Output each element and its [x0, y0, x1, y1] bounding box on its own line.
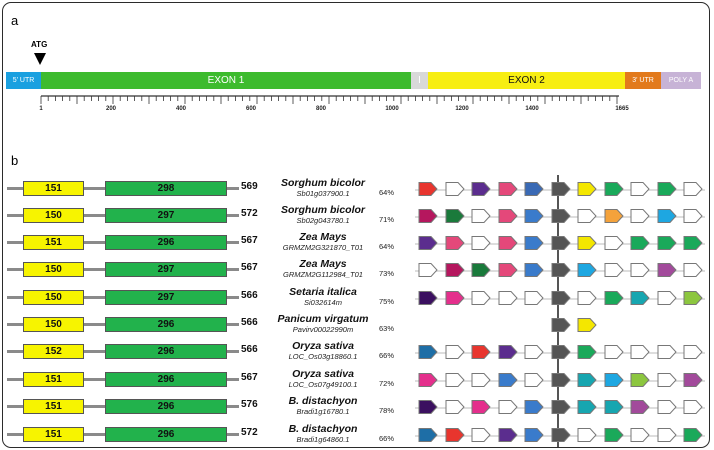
- homolog-row: [3, 258, 709, 284]
- intron-line: [84, 241, 105, 244]
- gene-arrow-icon: [630, 290, 650, 311]
- gene-arrow-icon: [498, 399, 518, 420]
- protein-length: 567: [241, 262, 258, 273]
- gene-arrow-icon: [604, 235, 624, 256]
- exon1-box: 151: [23, 235, 84, 250]
- intron-line: [84, 405, 105, 408]
- gene-arrow-icon: [577, 317, 597, 338]
- homolog-row: [3, 368, 709, 394]
- identity-percent: 64%: [379, 242, 395, 251]
- anchor-gene-arrow-icon: [551, 290, 571, 311]
- gene-arrow-icon: [577, 208, 597, 229]
- anchor-gene-arrow-icon: [551, 344, 571, 365]
- exon2-box: 296: [105, 344, 227, 359]
- exon1-box: 151: [23, 399, 84, 414]
- exon2-box: 296: [105, 317, 227, 332]
- species-name: Zea Mays: [299, 258, 347, 270]
- synteny-track: [415, 424, 705, 448]
- gene-arrow-icon: [445, 181, 465, 202]
- anchor-gene-arrow-icon: [551, 427, 571, 448]
- gene-arrow-icon: [657, 181, 677, 202]
- gene-arrow-icon: [524, 372, 544, 393]
- exon2-box: 296: [105, 372, 227, 387]
- gene-arrow-icon: [683, 372, 703, 393]
- gene-arrow-icon: [657, 290, 677, 311]
- intron-line: [227, 433, 239, 436]
- intron-line: [227, 323, 239, 326]
- synteny-track: [415, 178, 705, 202]
- gene-arrow-icon: [657, 208, 677, 229]
- gene-arrow-icon: [604, 262, 624, 283]
- intron-line: [227, 214, 239, 217]
- gene-arrow-icon: [604, 208, 624, 229]
- segment-intron: I: [411, 72, 428, 89]
- gene-arrow-icon: [471, 208, 491, 229]
- gene-arrow-icon: [445, 290, 465, 311]
- synteny-track: [415, 259, 705, 283]
- segment-polya: POLY A: [661, 72, 701, 89]
- gene-arrow-icon: [683, 290, 703, 311]
- intron-line: [227, 296, 239, 299]
- identity-percent: 71%: [379, 215, 395, 224]
- gene-arrow-icon: [498, 290, 518, 311]
- exon1-box: 151: [23, 427, 84, 442]
- gene-arrow-icon: [604, 372, 624, 393]
- anchor-gene-arrow-icon: [551, 208, 571, 229]
- gene-arrow-icon: [524, 427, 544, 448]
- identity-percent: 78%: [379, 406, 395, 415]
- protein-length: 567: [241, 372, 258, 383]
- figure-frame: [2, 2, 710, 448]
- ruler-tick-label: 1665: [615, 106, 629, 112]
- species-name: B. distachyon: [288, 423, 358, 435]
- gene-arrow-icon: [445, 262, 465, 283]
- gene-id: GRMZM2G321870_T01: [282, 243, 364, 252]
- protein-length: 576: [241, 399, 258, 410]
- exon2-box: 297: [105, 290, 227, 305]
- homolog-row: [3, 204, 709, 230]
- species-name: B. distachyon: [288, 395, 358, 407]
- ruler-tick-label: 400: [175, 106, 187, 112]
- identity-percent: 64%: [379, 188, 395, 197]
- homolog-row: [3, 231, 709, 257]
- gene-arrow-icon: [577, 372, 597, 393]
- gene-arrow-icon: [418, 290, 438, 311]
- gene-arrow-icon: [683, 262, 703, 283]
- atg-label: ATG: [31, 40, 48, 49]
- gene-arrow-icon: [604, 427, 624, 448]
- exon2-box: 298: [105, 181, 227, 196]
- gene-arrow-icon: [418, 427, 438, 448]
- protein-length: 566: [241, 317, 258, 328]
- exon1-box: 151: [23, 181, 84, 196]
- intron-line: [84, 268, 105, 271]
- synteny-track: [415, 341, 705, 365]
- exon1-box: 150: [23, 290, 84, 305]
- gene-arrow-icon: [577, 344, 597, 365]
- gene-arrow-icon: [445, 208, 465, 229]
- gene-arrow-icon: [630, 262, 650, 283]
- exon1-box: 151: [23, 372, 84, 387]
- gene-arrow-icon: [471, 427, 491, 448]
- identity-percent: 63%: [379, 324, 395, 333]
- synteny-track: [415, 396, 705, 420]
- gene-arrow-icon: [657, 262, 677, 283]
- gene-arrow-icon: [604, 399, 624, 420]
- synteny-track: [415, 205, 705, 229]
- exon2-box: 297: [105, 262, 227, 277]
- gene-arrow-icon: [524, 399, 544, 420]
- gene-arrow-icon: [630, 399, 650, 420]
- intron-line: [7, 214, 23, 217]
- gene-arrow-icon: [683, 235, 703, 256]
- homolog-row: [3, 177, 709, 203]
- gene-arrow-icon: [445, 399, 465, 420]
- panel-b-label: b: [11, 153, 19, 168]
- ruler-tick-label: 1: [39, 106, 43, 112]
- intron-line: [84, 433, 105, 436]
- gene-arrow-icon: [657, 427, 677, 448]
- gene-arrow-icon: [498, 181, 518, 202]
- exon1-box: 150: [23, 208, 84, 223]
- gene-arrow-icon: [683, 344, 703, 365]
- intron-line: [227, 350, 239, 353]
- identity-percent: 73%: [379, 269, 395, 278]
- panel-a-label: a: [11, 13, 19, 28]
- anchor-gene-arrow-icon: [551, 235, 571, 256]
- gene-arrow-icon: [630, 427, 650, 448]
- intron-line: [227, 405, 239, 408]
- intron-line: [84, 296, 105, 299]
- gene-arrow-icon: [630, 181, 650, 202]
- gene-arrow-icon: [577, 262, 597, 283]
- gene-id: Sb02g043780.1: [296, 216, 350, 225]
- segment-utr5: 5' UTR: [6, 72, 41, 89]
- gene-arrow-icon: [657, 235, 677, 256]
- gene-arrow-icon: [577, 181, 597, 202]
- gene-arrow-icon: [418, 372, 438, 393]
- intron-line: [7, 350, 23, 353]
- ruler-tick-label: 200: [105, 106, 117, 112]
- gene-arrow-icon: [498, 344, 518, 365]
- gene-arrow-icon: [683, 208, 703, 229]
- gene-id: LOC_Os03g18860.1: [288, 352, 358, 361]
- exon2-box: 296: [105, 235, 227, 250]
- gene-arrow-icon: [524, 290, 544, 311]
- intron-line: [227, 241, 239, 244]
- exon2-box: 297: [105, 208, 227, 223]
- gene-arrow-icon: [657, 344, 677, 365]
- segment-exon1: EXON 1: [41, 72, 411, 89]
- gene-arrow-icon: [524, 235, 544, 256]
- gene-arrow-icon: [471, 372, 491, 393]
- gene-arrow-icon: [418, 181, 438, 202]
- gene-arrow-icon: [604, 290, 624, 311]
- ruler-tick-label: 1200: [455, 106, 469, 112]
- gene-arrow-icon: [683, 399, 703, 420]
- gene-arrow-icon: [471, 344, 491, 365]
- exon2-box: 296: [105, 399, 227, 414]
- intron-line: [84, 323, 105, 326]
- gene-arrow-icon: [630, 344, 650, 365]
- synteny-track: [415, 314, 705, 338]
- gene-arrow-icon: [498, 262, 518, 283]
- exon2-box: 296: [105, 427, 227, 442]
- homolog-row: [3, 423, 709, 448]
- segment-exon2: EXON 2: [428, 72, 625, 89]
- homolog-row: [3, 395, 709, 421]
- homolog-row: [3, 313, 709, 339]
- species-name: Oryza sativa: [292, 340, 354, 352]
- gene-arrow-icon: [471, 262, 491, 283]
- anchor-gene-arrow-icon: [551, 399, 571, 420]
- gene-arrow-icon: [418, 235, 438, 256]
- synteny-track: [415, 232, 705, 256]
- intron-line: [84, 378, 105, 381]
- anchor-gene-arrow-icon: [551, 372, 571, 393]
- gene-id: GRMZM2G112984_T01: [283, 270, 363, 279]
- species-name: Zea Mays: [299, 231, 347, 243]
- exon1-box: 152: [23, 344, 84, 359]
- atg-arrow-icon: [34, 53, 46, 65]
- gene-arrow-icon: [577, 290, 597, 311]
- intron-line: [7, 323, 23, 326]
- gene-arrow-icon: [604, 181, 624, 202]
- gene-arrow-icon: [630, 208, 650, 229]
- gene-arrow-icon: [445, 235, 465, 256]
- gene-id: LOC_Os07g49100.1: [288, 380, 358, 389]
- gene-id: Pavirv00022990m: [292, 325, 354, 334]
- gene-arrow-icon: [471, 290, 491, 311]
- gene-id: Bradi1g16780.1: [296, 407, 350, 416]
- gene-arrow-icon: [577, 427, 597, 448]
- identity-percent: 66%: [379, 434, 395, 443]
- intron-line: [7, 405, 23, 408]
- gene-arrow-icon: [498, 208, 518, 229]
- ruler-tick-label: 800: [315, 106, 327, 112]
- homolog-row: [3, 340, 709, 366]
- intron-line: [84, 214, 105, 217]
- identity-percent: 72%: [379, 379, 395, 388]
- exon1-box: 150: [23, 262, 84, 277]
- gene-arrow-icon: [418, 262, 438, 283]
- gene-arrow-icon: [524, 181, 544, 202]
- gene-arrow-icon: [657, 372, 677, 393]
- gene-arrow-icon: [683, 427, 703, 448]
- gene-arrow-icon: [577, 399, 597, 420]
- gene-arrow-icon: [418, 208, 438, 229]
- gene-arrow-icon: [604, 344, 624, 365]
- intron-line: [7, 433, 23, 436]
- gene-arrow-icon: [418, 399, 438, 420]
- species-name: Setaria italica: [289, 286, 357, 298]
- species-name: Oryza sativa: [292, 368, 354, 380]
- intron-line: [7, 268, 23, 271]
- anchor-gene-arrow-icon: [551, 181, 571, 202]
- intron-line: [7, 187, 23, 190]
- exon1-box: 150: [23, 317, 84, 332]
- gene-arrow-icon: [524, 262, 544, 283]
- ruler-tick-label: 1000: [385, 106, 399, 112]
- gene-id: Bradi1g64860.1: [296, 435, 350, 444]
- gene-arrow-icon: [683, 181, 703, 202]
- intron-line: [227, 187, 239, 190]
- synteny-track: [415, 369, 705, 393]
- gene-arrow-icon: [577, 235, 597, 256]
- gene-arrow-icon: [418, 344, 438, 365]
- protein-length: 569: [241, 181, 258, 192]
- intron-line: [84, 350, 105, 353]
- protein-length: 567: [241, 235, 258, 246]
- identity-percent: 75%: [379, 297, 395, 306]
- gene-arrow-icon: [471, 181, 491, 202]
- homolog-row: [3, 286, 709, 312]
- species-name: Panicum virgatum: [277, 313, 369, 325]
- intron-line: [227, 268, 239, 271]
- species-name: Sorghum bicolor: [281, 177, 365, 189]
- intron-line: [7, 296, 23, 299]
- species-name: Sorghum bicolor: [281, 204, 365, 216]
- anchor-gene-arrow-icon: [551, 317, 571, 338]
- gene-id: Si032614m: [304, 298, 342, 307]
- gene-arrow-icon: [498, 235, 518, 256]
- protein-length: 566: [241, 290, 258, 301]
- ruler-tick-label: 600: [245, 106, 257, 112]
- gene-arrow-icon: [498, 372, 518, 393]
- gene-arrow-icon: [471, 399, 491, 420]
- gene-arrow-icon: [630, 372, 650, 393]
- gene-arrow-icon: [471, 235, 491, 256]
- gene-arrow-icon: [630, 235, 650, 256]
- intron-line: [84, 187, 105, 190]
- protein-length: 572: [241, 427, 258, 438]
- anchor-gene-arrow-icon: [551, 262, 571, 283]
- intron-line: [7, 241, 23, 244]
- gene-arrow-icon: [445, 372, 465, 393]
- ruler-tick-label: 1400: [525, 106, 539, 112]
- segment-utr3: 3' UTR: [625, 72, 661, 89]
- intron-line: [7, 378, 23, 381]
- protein-length: 566: [241, 344, 258, 355]
- gene-id: Sb01g037900.1: [296, 189, 350, 198]
- gene-arrow-icon: [657, 399, 677, 420]
- identity-percent: 66%: [379, 351, 395, 360]
- gene-arrow-icon: [445, 427, 465, 448]
- protein-length: 572: [241, 208, 258, 219]
- gene-arrow-icon: [445, 344, 465, 365]
- gene-arrow-icon: [524, 208, 544, 229]
- gene-arrow-icon: [524, 344, 544, 365]
- intron-line: [227, 378, 239, 381]
- gene-arrow-icon: [498, 427, 518, 448]
- synteny-track: [415, 287, 705, 311]
